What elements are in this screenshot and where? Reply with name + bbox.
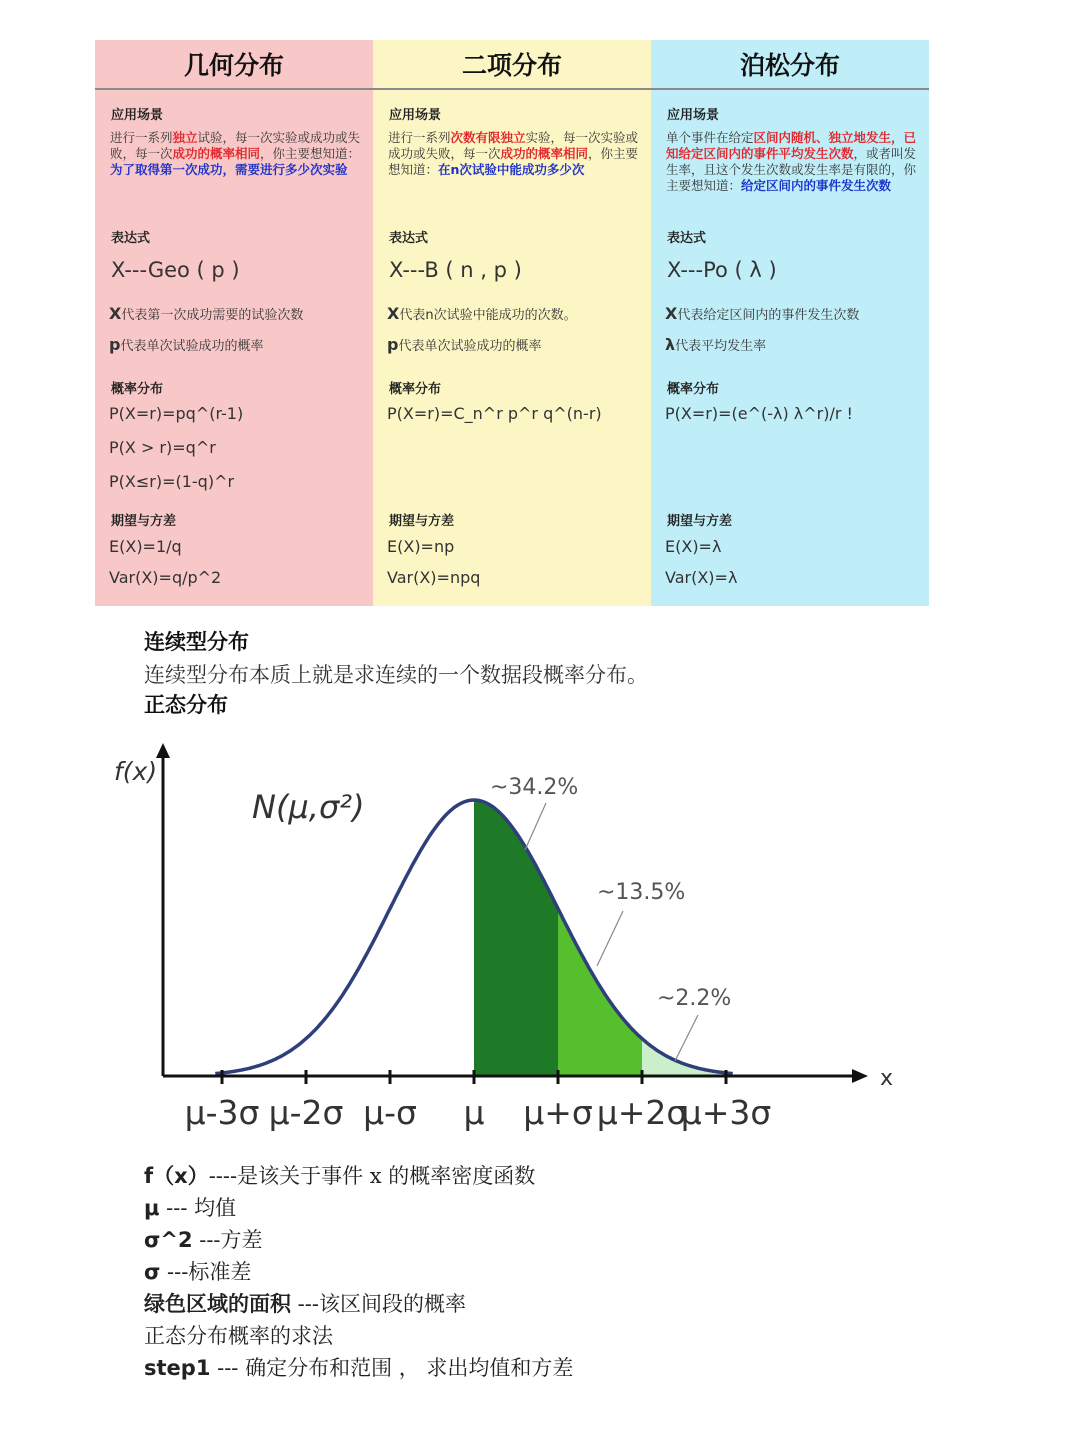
scene-text-run: ，或者叫发生率，且这个发生次数或发生率是有限的，你主要想知道： — [666, 146, 917, 193]
x-tick-label: μ-2σ — [268, 1093, 344, 1132]
legend-text: ----是该关于事件 x 的概率密度函数 — [208, 1164, 536, 1188]
formula-1: P(X=r)=(e^(-λ) λ^r)/r ! — [665, 404, 853, 423]
normal-title: 正态分布 — [144, 693, 228, 717]
note-2 — [387, 335, 541, 354]
legend-text: ---方差 — [192, 1228, 263, 1252]
geometric-column — [95, 40, 373, 606]
note-1-text: 代表给定区间内的事件发生次数 — [677, 308, 860, 323]
note-2 — [109, 335, 263, 354]
prob-label: 概率分布 — [111, 382, 164, 397]
x-tick-label: μ — [463, 1093, 485, 1132]
scene-text-run: 独立 — [172, 130, 198, 145]
notation: X---Geo ( p ) — [111, 258, 240, 282]
note-1-text: 代表n次试验中能成功的次数。 — [399, 308, 577, 323]
note-2-symbol: p — [109, 335, 121, 354]
binomial-column — [373, 40, 651, 606]
scene-description — [110, 130, 363, 178]
legend-line — [144, 1160, 535, 1190]
legend-text: --- 均值 — [159, 1196, 237, 1220]
poisson-column — [651, 40, 929, 606]
formula-2: P(X > r)=q^r — [109, 438, 216, 457]
legend-line — [144, 1352, 573, 1382]
expectation: E(X)=λ — [665, 537, 722, 556]
legend-text: ---标准差 — [160, 1260, 252, 1284]
scene-description — [666, 130, 919, 194]
formula-3: P(X≤r)=(1-q)^r — [109, 472, 235, 491]
legend-text: 正态分布概率的求法 — [144, 1324, 333, 1348]
distribution-table — [95, 40, 929, 606]
column-title: 泊松分布 — [651, 40, 929, 90]
note-1-symbol: X — [109, 304, 122, 323]
legend-line — [144, 1224, 263, 1254]
scene-text-run: 进行一系列 — [110, 130, 173, 145]
scene-text-run: ，你主要想知道： — [260, 146, 361, 161]
ev-label: 期望与方差 — [111, 514, 177, 529]
note-2-symbol: λ — [665, 335, 676, 354]
x-axis-arrow — [852, 1069, 868, 1083]
scene-label: 应用场景 — [667, 108, 720, 123]
ev-label: 期望与方差 — [667, 514, 733, 529]
legend-symbol: 绿色区域的面积 — [144, 1292, 291, 1316]
note-2-text: 代表单次试验成功的概率 — [120, 339, 264, 354]
scene-text-run: 成功的概率相同 — [172, 146, 261, 161]
scene-description — [388, 130, 641, 178]
expr-label: 表达式 — [389, 231, 429, 246]
legend-line — [144, 1320, 333, 1350]
note-2-symbol: p — [387, 335, 399, 354]
legend-text: ---该区间段的概率 — [291, 1292, 466, 1316]
scene-label: 应用场景 — [111, 108, 164, 123]
region-leader-line — [675, 1015, 698, 1061]
scene-text-run: 次数有限独立 — [450, 130, 526, 145]
x-tick-label: μ+3σ — [680, 1093, 772, 1132]
legend-text: --- 确定分布和范围 ， 求出均值和方差 — [210, 1356, 574, 1380]
notation: X---B ( n , p ) — [389, 258, 522, 282]
legend-symbol: f（x） — [144, 1164, 209, 1188]
x-tick-label: μ+σ — [523, 1093, 593, 1132]
region-leader-line — [525, 803, 546, 850]
prob-label: 概率分布 — [389, 382, 442, 397]
region-label: ~34.2% — [490, 775, 579, 800]
variance: Var(X)=λ — [665, 568, 738, 587]
scene-text-run: 试验，每一次实验或成功或失败，每一次 — [110, 130, 361, 161]
scene-text-run: 区间内随机、独立地发生，已知给定区间内的事件平均发生次数 — [666, 130, 917, 161]
y-axis-arrow — [156, 743, 170, 758]
note-1-symbol: X — [387, 304, 400, 323]
region-label: ~13.5% — [597, 880, 686, 905]
legend-line — [144, 1256, 251, 1286]
legend-symbol: μ — [144, 1196, 160, 1220]
normal-distribution-chart — [100, 728, 920, 1148]
x-tick-label: μ-3σ — [184, 1093, 260, 1132]
note-2-text: 代表平均发生率 — [675, 339, 767, 354]
ev-label: 期望与方差 — [389, 514, 455, 529]
variance: Var(X)=npq — [387, 568, 481, 587]
continuous-title: 连续型分布 — [144, 630, 249, 654]
prob-label: 概率分布 — [667, 382, 720, 397]
note-1-symbol: X — [665, 304, 678, 323]
x-tick-label: μ-σ — [363, 1093, 417, 1132]
column-title: 二项分布 — [373, 40, 651, 90]
expr-label: 表达式 — [667, 231, 707, 246]
legend-symbol: σ^2 — [144, 1228, 193, 1252]
continuous-description: 连续型分布本质上就是求连续的一个数据段概率分布。 — [144, 663, 648, 687]
formula-1: P(X=r)=C_n^r p^r q^(n-r) — [387, 404, 602, 423]
x-axis-label: x — [880, 1066, 894, 1091]
region-label: ~2.2% — [657, 986, 732, 1011]
note-2-text: 代表单次试验成功的概率 — [398, 339, 542, 354]
note-1 — [387, 304, 577, 323]
x-tick-label: μ+2σ — [596, 1093, 688, 1132]
formula-1: P(X=r)=pq^(r-1) — [109, 404, 244, 423]
legend-line — [144, 1192, 236, 1222]
note-1 — [109, 304, 303, 323]
chart-title: N(μ,σ²) — [252, 788, 365, 826]
scene-text-run: 给定区间内的事件发生次数 — [741, 178, 892, 193]
column-title: 几何分布 — [95, 40, 373, 90]
scene-text-run: ，你主要想知道： — [388, 146, 639, 177]
scene-text-run: 实验，每一次实验或成功或失败，每一次 — [388, 130, 639, 161]
scene-text-run: 进行一系列 — [388, 130, 451, 145]
scene-text-run: 单个事件在给定 — [666, 130, 754, 145]
note-1-text: 代表第一次成功需要的试验次数 — [121, 308, 304, 323]
scene-text-run: 为了取得第一次成功，需要进行多少次实验 — [110, 162, 348, 177]
expr-label: 表达式 — [111, 231, 151, 246]
legend-symbol: σ — [144, 1260, 161, 1284]
shaded-region-1 — [474, 800, 558, 1076]
notation: X---Po ( λ ) — [667, 258, 777, 282]
scene-text-run: 成功的概率相同 — [500, 146, 589, 161]
scene-text-run: 在n次试验中能成功多少次 — [438, 162, 585, 177]
variance: Var(X)=q/p^2 — [109, 568, 222, 587]
legend-line — [144, 1288, 466, 1318]
y-axis-label: f(x) — [114, 757, 158, 786]
note-2 — [665, 335, 766, 354]
expectation: E(X)=1/q — [109, 537, 182, 556]
scene-label: 应用场景 — [389, 108, 442, 123]
expectation: E(X)=np — [387, 537, 455, 556]
legend-symbol: step1 — [144, 1356, 211, 1380]
note-1 — [665, 304, 859, 323]
region-leader-line — [597, 911, 623, 966]
